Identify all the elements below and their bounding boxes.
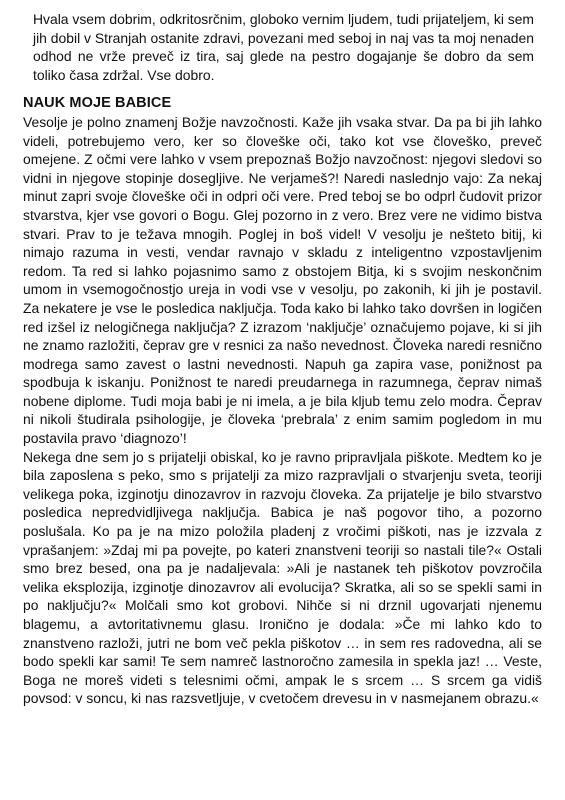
body-paragraph-1: Vesolje je polno znamenj Božje navzočnosti. Kaže jih vsaka stvar. Da pa bi jih lahko videli, potrebujemo vero, ker so človeške oči, tako kot vse človeško, preveč omejene. Z očmi vere lahko v vsem prepoznaš Božjo navzočnost: njegovi sledovi so vidni in njegove stopinje dosegljive. Ne verjameš?! Naredi naslednjo vajo: Za nekaj minut zapri svoje človeške oči in odpri oči vere. Pred teboj se bo odprl čudovit prizor stvarstva, kjer vse govori o Bogu. Glej pozorno in z vero. Brez vere ne vidimo bistva stvari. Prav to je težava mnogih. Poglej in boš videl! V vesolju je nešteto bitij, ki nimajo razuma in vesti, vendar ravnajo v skladu z inteligentno vzpostavljenim redom. Ta red si lahko pojasnimo samo z obstojem Bitja, ki s svojim neskončnim umom in vsemogočnostjo ureja in vodi vse v vesolju, po zakonih, ki jih je postavil. Za nekatere je vse le posledica naključja. Toda kako bi lahko tako dovršen in logičen red izšel iz nelogičnega naključja? Z izrazom ‘naključje’ označujemo pojave, ki si jih ne znamo razložiti, čeprav gre v resnici za našo nevednost. Človeka naredi resnično modrega samo zavest o lastni nevednosti. Napuh ga zapira vase, ponižnost pa spodbuja k iskanju. Ponižnost te naredi preudarnega in razumnega, čeprav nimaš nobene diplome. Tudi moja babi je ni imela, a je bila kljub temu zelo modra. Čeprav ni nikoli študirala psihologije, je človeka ‘prebrala’ z enim samim pogledom in mu postavila pravo ‘diagnozo’!	[23, 113, 542, 447]
intro-paragraph: Hvala vsem dobrim, odkritosrčnim, globoko vernim ljudem, tudi prijateljem, ki sem jih dobil v Stranjah ostanite zdravi, povezani med seboj in naj vas ta moj nenaden odhod ne vrže preveč iz tira, saj glede na pestro dogajanje še dobro da sem toliko časa zdržal. Vse dobro.	[33, 11, 535, 83]
body-paragraph-2: Nekega dne sem jo s prijatelji obiskal, ko je ravno pripravljala piškote. Medtem ko je bila zaposlena s peko, smo s prijatelji za mizo razpravljali o stvarjenju sveta, teoriji velikega poka, izginotju dinozavrov in razvoju človeka. Za prijatelje je bilo stvarstvo posledica nepredvidljivega naključja. Babica je naš pogovor tiho, a pozorno poslušala. Ko pa je na mizo položila pladenj z vročimi piškoti, nas je izzvala z vprašanjem: »Zdaj mi pa povejte, po kateri znanstveni teoriji so nastali tile?« Ostali smo brez besed, ona pa je nadaljevala: »Ali je nastanek teh piškotov povzročila velika eksplozija, izginotje dinozavrov ali evolucija? Skratka, ali so se spekli sami in po naključju?« Molčali smo kot grobovi. Nihče si ni drznil ugovarjati njenemu blagemu, a avtoritativnemu glasu. Ironično je dodala: »Če mi lahko kdo to znanstveno razloži, jutri ne bom več pekla piškotov … in sem res radovedna, ali se bodo spekli kar sami! Te sem namreč lastnoročno zamesila in spekla jaz! … Veste, Boga ne moreš videti s telesnimi očmi, ampak le s srcem … S srcem ga vidiš povsod: v soncu, ki nas razsvetljuje, v cvetočem drevesu in v nasmejanem obrazu.«	[23, 448, 542, 707]
document-page	[23, 10, 542, 708]
section-heading: NAUK MOJE BABICE	[23, 95, 172, 112]
